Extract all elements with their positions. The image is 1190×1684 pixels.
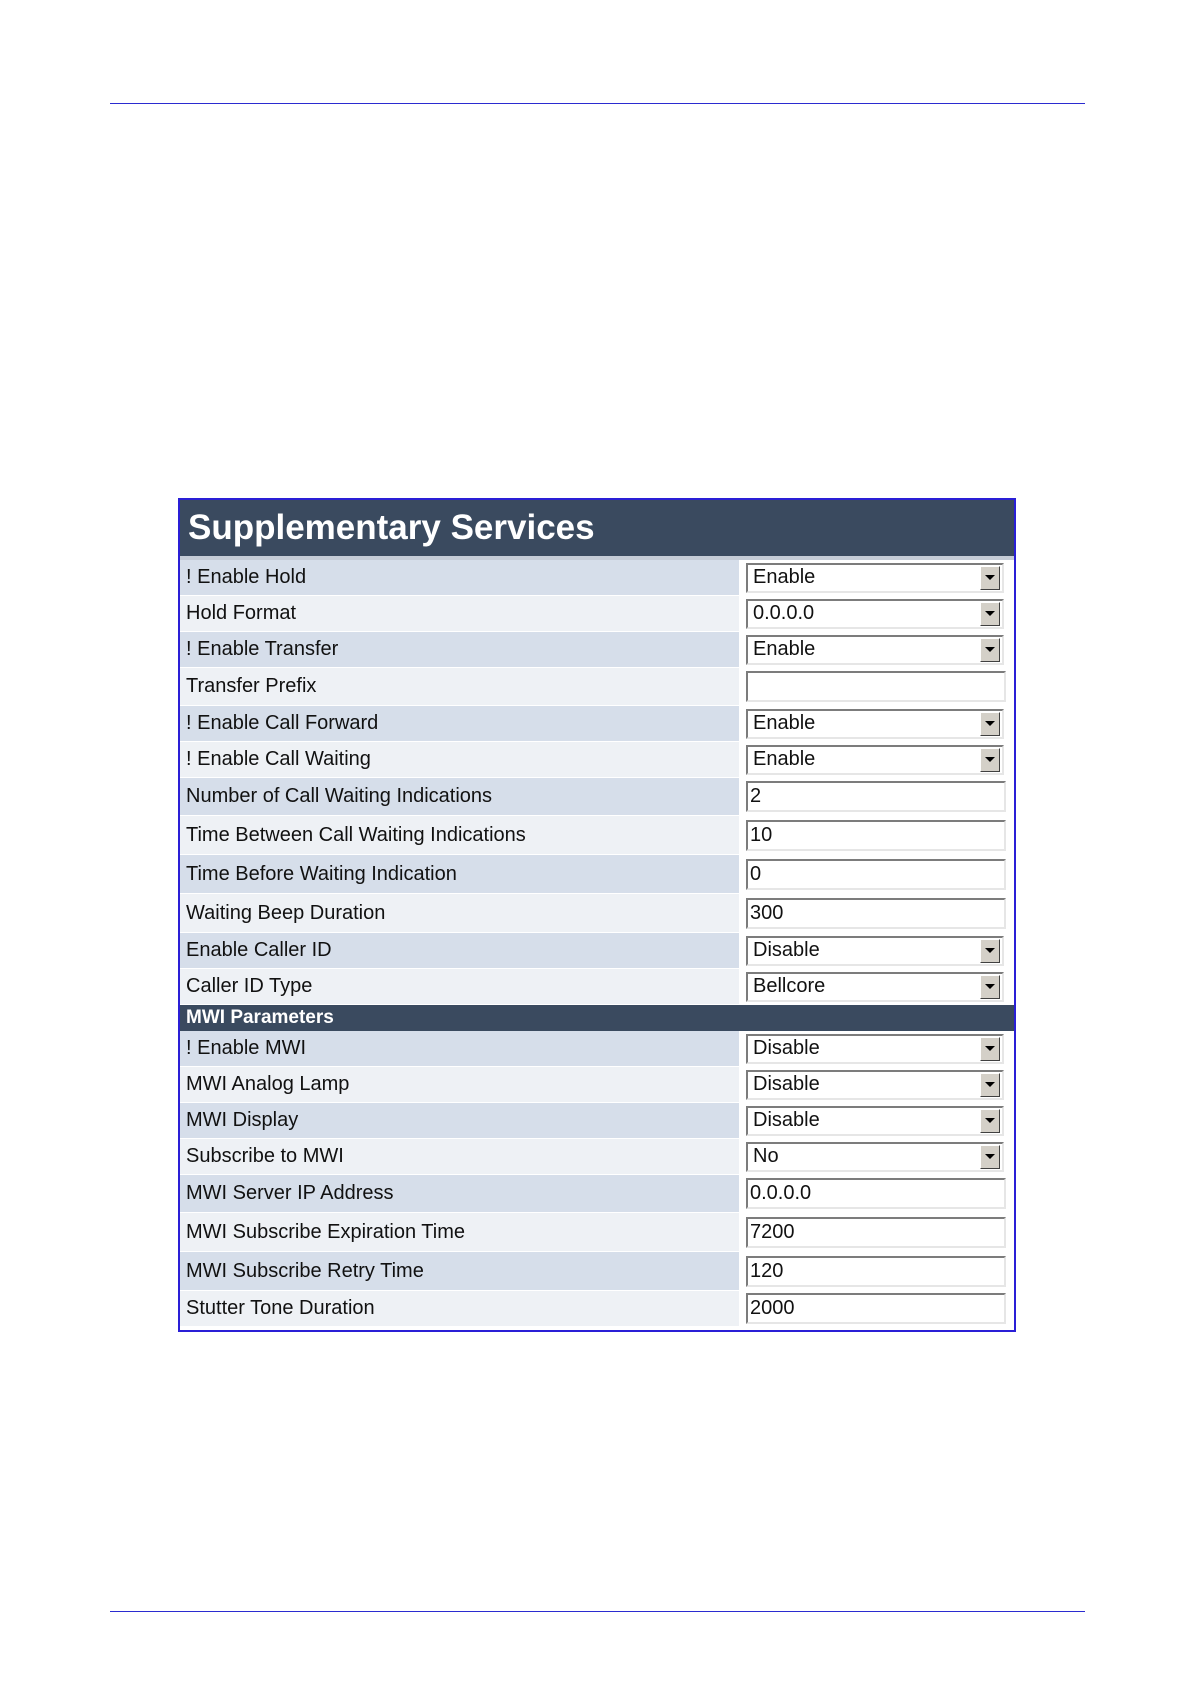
setting-row-waiting-beep-duration [180, 894, 1014, 933]
setting-label: Stutter Tone Duration [180, 1291, 740, 1326]
select-value: Disable [753, 1037, 820, 1059]
setting-label: ! Enable Call Waiting [180, 742, 740, 777]
setting-label: MWI Analog Lamp [180, 1067, 740, 1102]
select-value: No [753, 1145, 779, 1167]
time-before-waiting-indication-input[interactable] [746, 859, 1006, 890]
setting-label: Time Before Waiting Indication [180, 855, 740, 893]
setting-label: MWI Subscribe Expiration Time [180, 1213, 740, 1251]
setting-control-cell [740, 1139, 1014, 1174]
supplementary-services-panel [178, 498, 1016, 1332]
chevron-down-icon[interactable] [980, 939, 1000, 963]
setting-row-enable-mwi [180, 1031, 1014, 1067]
setting-row-transfer-prefix [180, 668, 1014, 706]
panel-title: Supplementary Services [180, 500, 1014, 560]
hold-format-select[interactable] [746, 599, 1004, 629]
setting-label: ! Enable Hold [180, 560, 740, 595]
chevron-down-icon[interactable] [980, 566, 1000, 590]
transfer-prefix-input[interactable] [746, 671, 1006, 702]
setting-control-cell [740, 1252, 1014, 1290]
caller-id-type-select[interactable] [746, 972, 1004, 1002]
select-value: Bellcore [753, 975, 826, 997]
setting-control-cell [740, 706, 1014, 741]
setting-row-time-between-call-waiting-indications [180, 816, 1014, 855]
chevron-down-icon[interactable] [980, 712, 1000, 736]
setting-label: Enable Caller ID [180, 933, 740, 968]
setting-label: Caller ID Type [180, 969, 740, 1004]
setting-label: Subscribe to MWI [180, 1139, 740, 1174]
setting-label: ! Enable Call Forward [180, 706, 740, 741]
setting-row-mwi-analog-lamp [180, 1067, 1014, 1103]
select-value: Enable [753, 748, 816, 770]
setting-row-mwi-server-ip-address [180, 1175, 1014, 1213]
setting-control-cell [740, 778, 1014, 815]
setting-row-enable-transfer [180, 632, 1014, 668]
setting-label: MWI Subscribe Retry Time [180, 1252, 740, 1290]
mwi-server-ip-address-input[interactable] [746, 1178, 1006, 1209]
setting-label: ! Enable MWI [180, 1031, 740, 1066]
setting-row-subscribe-to-mwi [180, 1139, 1014, 1175]
setting-row-mwi-subscribe-retry-time [180, 1252, 1014, 1291]
setting-label: Time Between Call Waiting Indications [180, 816, 740, 854]
setting-control-cell [740, 1291, 1014, 1326]
mwi-subscribe-retry-time-input[interactable] [746, 1256, 1006, 1287]
mwi-rows [180, 1031, 1014, 1327]
chevron-down-icon[interactable] [980, 1145, 1000, 1169]
waiting-beep-duration-input[interactable] [746, 898, 1006, 929]
setting-control-cell [740, 855, 1014, 893]
setting-row-enable-call-waiting [180, 742, 1014, 778]
setting-row-enable-hold [180, 560, 1014, 596]
setting-control-cell [740, 1175, 1014, 1212]
setting-label: MWI Display [180, 1103, 740, 1138]
chevron-down-icon[interactable] [980, 1037, 1000, 1061]
enable-transfer-select[interactable] [746, 635, 1004, 665]
setting-control-cell [740, 1103, 1014, 1138]
setting-control-cell [740, 894, 1014, 932]
setting-label: Number of Call Waiting Indications [180, 778, 740, 815]
chevron-down-icon[interactable] [980, 638, 1000, 662]
supplementary-rows [180, 560, 1014, 1005]
enable-caller-id-select[interactable] [746, 936, 1004, 966]
setting-control-cell [740, 1213, 1014, 1251]
setting-control-cell [740, 742, 1014, 777]
select-value: 0.0.0.0 [753, 602, 815, 624]
setting-label: Waiting Beep Duration [180, 894, 740, 932]
mwi-section-header: MWI Parameters [180, 1005, 1014, 1031]
number-of-call-waiting-indications-input[interactable] [746, 781, 1006, 812]
page-footer-rule [110, 1611, 1085, 1612]
select-value: Enable [753, 638, 816, 660]
select-value: Disable [753, 1073, 820, 1095]
chevron-down-icon[interactable] [980, 748, 1000, 772]
select-value: Disable [753, 1109, 820, 1131]
time-between-call-waiting-indications-input[interactable] [746, 820, 1006, 851]
setting-label: MWI Server IP Address [180, 1175, 740, 1212]
chevron-down-icon[interactable] [980, 975, 1000, 999]
mwi-display-select[interactable] [746, 1106, 1004, 1136]
setting-row-caller-id-type [180, 969, 1014, 1005]
enable-call-forward-select[interactable] [746, 709, 1004, 739]
setting-label: Transfer Prefix [180, 668, 740, 705]
page-header-rule [110, 103, 1085, 104]
setting-row-stutter-tone-duration [180, 1291, 1014, 1327]
mwi-analog-lamp-select[interactable] [746, 1070, 1004, 1100]
setting-row-number-of-call-waiting-indications [180, 778, 1014, 816]
setting-row-enable-call-forward [180, 706, 1014, 742]
setting-row-mwi-subscribe-expiration-time [180, 1213, 1014, 1252]
setting-control-cell [740, 933, 1014, 968]
select-value: Enable [753, 566, 816, 588]
setting-label: ! Enable Transfer [180, 632, 740, 667]
setting-control-cell [740, 969, 1014, 1004]
select-value: Enable [753, 712, 816, 734]
setting-control-cell [740, 596, 1014, 631]
subscribe-to-mwi-select[interactable] [746, 1142, 1004, 1172]
select-value: Disable [753, 939, 820, 961]
chevron-down-icon[interactable] [980, 602, 1000, 626]
chevron-down-icon[interactable] [980, 1073, 1000, 1097]
setting-control-cell [740, 1031, 1014, 1066]
setting-control-cell [740, 560, 1014, 595]
setting-control-cell [740, 668, 1014, 705]
enable-call-waiting-select[interactable] [746, 745, 1004, 775]
mwi-subscribe-expiration-time-input[interactable] [746, 1217, 1006, 1248]
chevron-down-icon[interactable] [980, 1109, 1000, 1133]
setting-label: Hold Format [180, 596, 740, 631]
setting-control-cell [740, 632, 1014, 667]
setting-row-time-before-waiting-indication [180, 855, 1014, 894]
setting-row-enable-caller-id [180, 933, 1014, 969]
enable-hold-select[interactable] [746, 563, 1004, 593]
setting-control-cell [740, 816, 1014, 854]
stutter-tone-duration-input[interactable] [746, 1293, 1006, 1324]
enable-mwi-select[interactable] [746, 1034, 1004, 1064]
setting-row-mwi-display [180, 1103, 1014, 1139]
setting-control-cell [740, 1067, 1014, 1102]
setting-row-hold-format [180, 596, 1014, 632]
